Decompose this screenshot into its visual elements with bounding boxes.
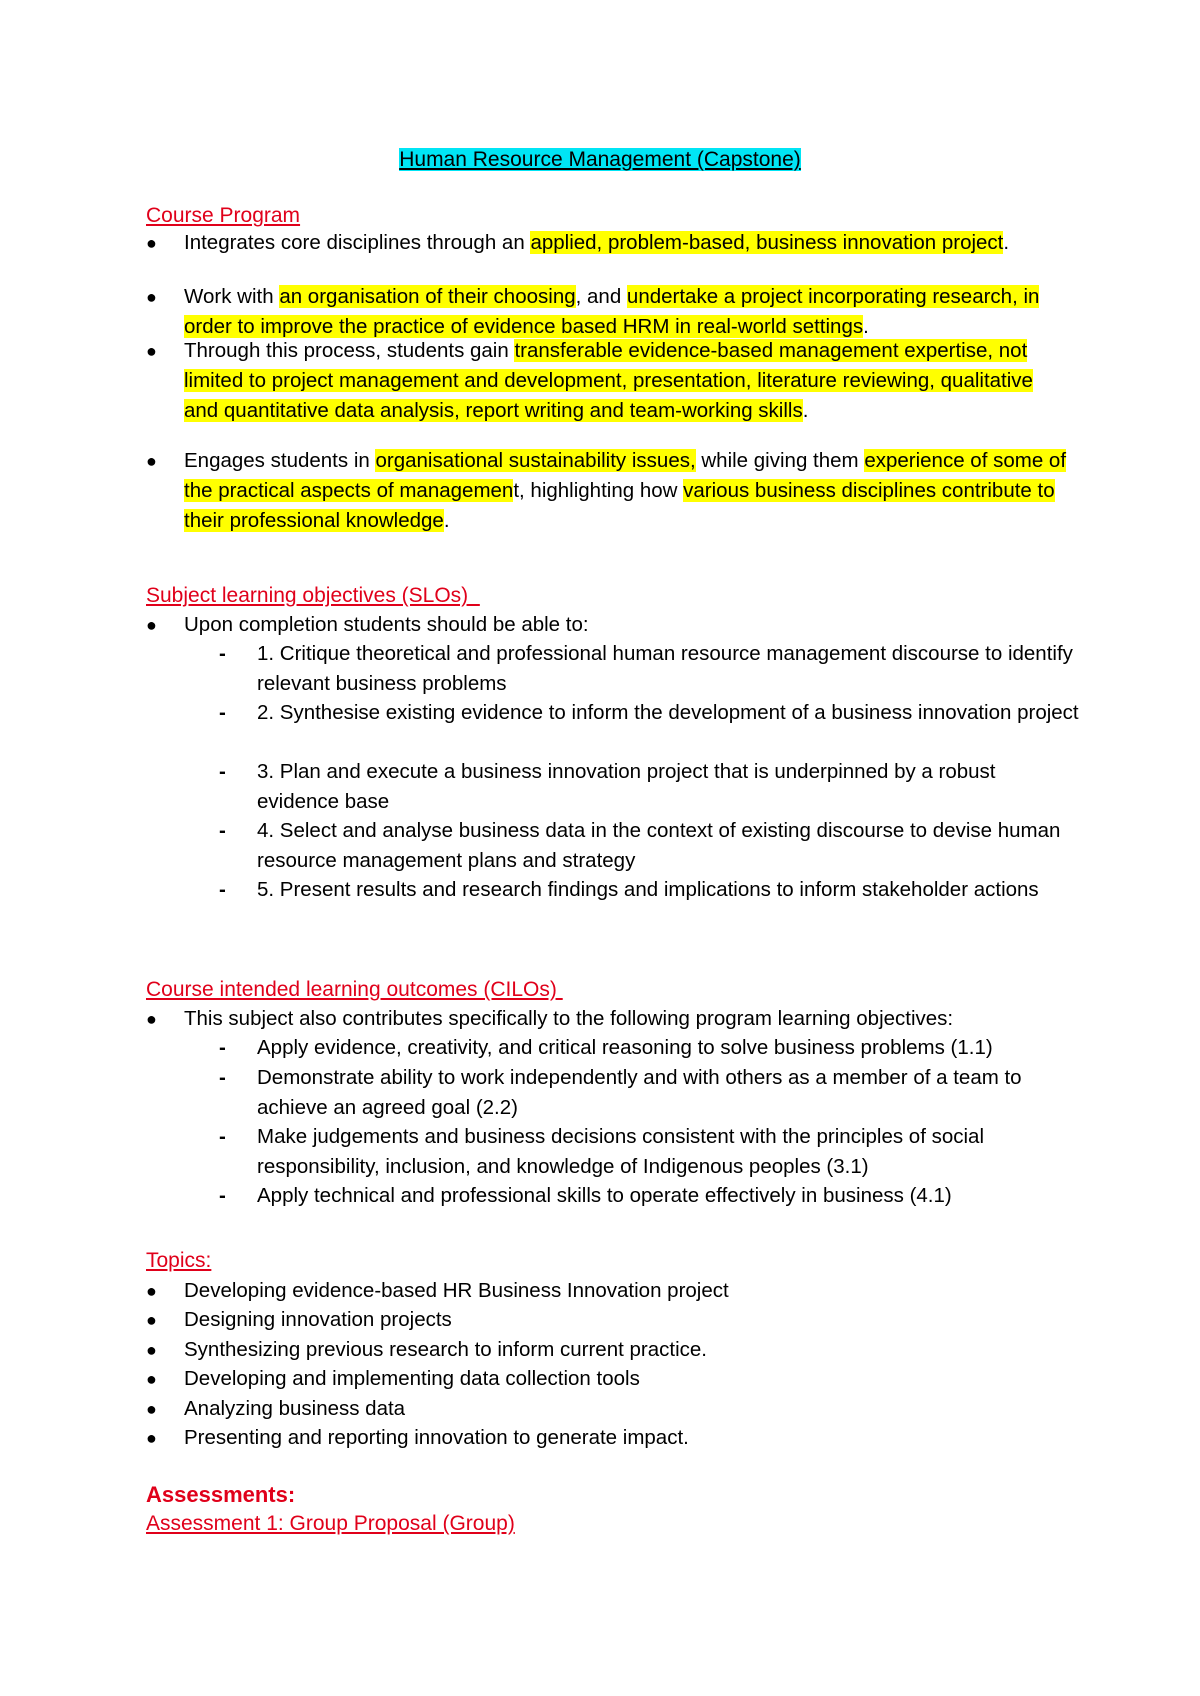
- assessment-1-heading: Assessment 1: Group Proposal (Group): [146, 1512, 515, 1535]
- course-program-bullet-4: ● Engages students in organisational sustainability issues, while giving them experience of some of the practical aspects of management, highlighting how various business disciplines contribute to their professional knowledge.: [146, 446, 1066, 536]
- cilo-item-1: - Apply evidence, creativity, and critical reasoning to solve business problems (1.1): [219, 1033, 1079, 1063]
- cilos-intro: ● This subject also contributes specifically to the following program learning objectives:: [146, 1004, 1066, 1034]
- bullet-icon: ●: [146, 615, 157, 635]
- cilo-item-2: - Demonstrate ability to work independently and with others as a member of a team to achieve an agreed goal (2.2): [219, 1063, 1079, 1123]
- document-title: [0, 146, 1200, 174]
- course-program-bullet-2: ● Work with an organisation of their choosing, and undertake a project incorporating research, in order to improve the practice of evidence based HRM in real-world settings.: [146, 282, 1066, 342]
- slo-item-5: - 5. Present results and research findings and implications to inform stakeholder actions: [219, 875, 1079, 905]
- topic-item-1: ● Developing evidence-based HR Business Innovation project: [146, 1276, 1066, 1306]
- dash-icon: -: [219, 760, 226, 783]
- dash-icon: -: [219, 878, 226, 901]
- bullet-icon: ●: [146, 1369, 157, 1389]
- bullet-icon: ●: [146, 1399, 157, 1419]
- cilo-item-3: - Make judgements and business decisions consistent with the principles of social responsibility, inclusion, and knowledge of Indigenous peoples (3.1): [219, 1122, 1079, 1182]
- slo-item-1: - 1. Critique theoretical and professional human resource management discourse to identify relevant business problems: [219, 639, 1079, 699]
- dash-icon: -: [219, 1036, 226, 1059]
- dash-icon: -: [219, 1066, 226, 1089]
- topic-item-6: ● Presenting and reporting innovation to generate impact.: [146, 1423, 1066, 1453]
- assessments-heading: Assessments:: [146, 1482, 296, 1507]
- bullet-icon: ●: [146, 1009, 157, 1029]
- bullet-icon: ●: [146, 287, 157, 307]
- topic-item-4: ● Developing and implementing data collection tools: [146, 1364, 1066, 1394]
- topic-item-2: ● Designing innovation projects: [146, 1305, 1066, 1335]
- dash-icon: -: [219, 701, 226, 724]
- dash-icon: -: [219, 642, 226, 665]
- bullet-icon: ●: [146, 451, 157, 471]
- bullet-icon: ●: [146, 1428, 157, 1448]
- dash-icon: -: [219, 819, 226, 842]
- bullet-icon: ●: [146, 1281, 157, 1301]
- slos-intro: ● Upon completion students should be able to:: [146, 610, 1066, 640]
- bullet-icon: ●: [146, 1310, 157, 1330]
- topics-heading: Topics:: [146, 1249, 212, 1272]
- bullet-icon: ●: [146, 233, 157, 253]
- bullet-icon: ●: [146, 341, 157, 361]
- document-title-text: Human Resource Management (Capstone): [399, 148, 801, 171]
- bullet-icon: ●: [146, 1340, 157, 1360]
- topic-item-5: ● Analyzing business data: [146, 1394, 1066, 1424]
- slo-item-4: - 4. Select and analyse business data in the context of existing discourse to devise human resource management plans and strategy: [219, 816, 1079, 876]
- dash-icon: -: [219, 1125, 226, 1148]
- cilo-item-4: - Apply technical and professional skills to operate effectively in business (4.1): [219, 1181, 1079, 1211]
- slos-heading: Subject learning objectives (SLOs): [146, 584, 480, 607]
- dash-icon: -: [219, 1184, 226, 1207]
- slo-item-3: - 3. Plan and execute a business innovation project that is underpinned by a robust evidence base: [219, 757, 1079, 817]
- course-program-heading: Course Program: [146, 204, 301, 227]
- slo-item-2: - 2. Synthesise existing evidence to inform the development of a business innovation project: [219, 698, 1079, 728]
- topic-item-3: ● Synthesizing previous research to inform current practice.: [146, 1335, 1066, 1365]
- course-program-bullet-3: ● Through this process, students gain transferable evidence-based management expertise, not limited to project management and development, presentation, literature reviewing, qualitative and quantitative data analysis, report writing and team-working skills.: [146, 336, 1066, 426]
- cilos-heading: Course intended learning outcomes (CILOs): [146, 978, 563, 1001]
- course-program-bullet-1: ● Integrates core disciplines through an applied, problem-based, business innovation project.: [146, 228, 1066, 258]
